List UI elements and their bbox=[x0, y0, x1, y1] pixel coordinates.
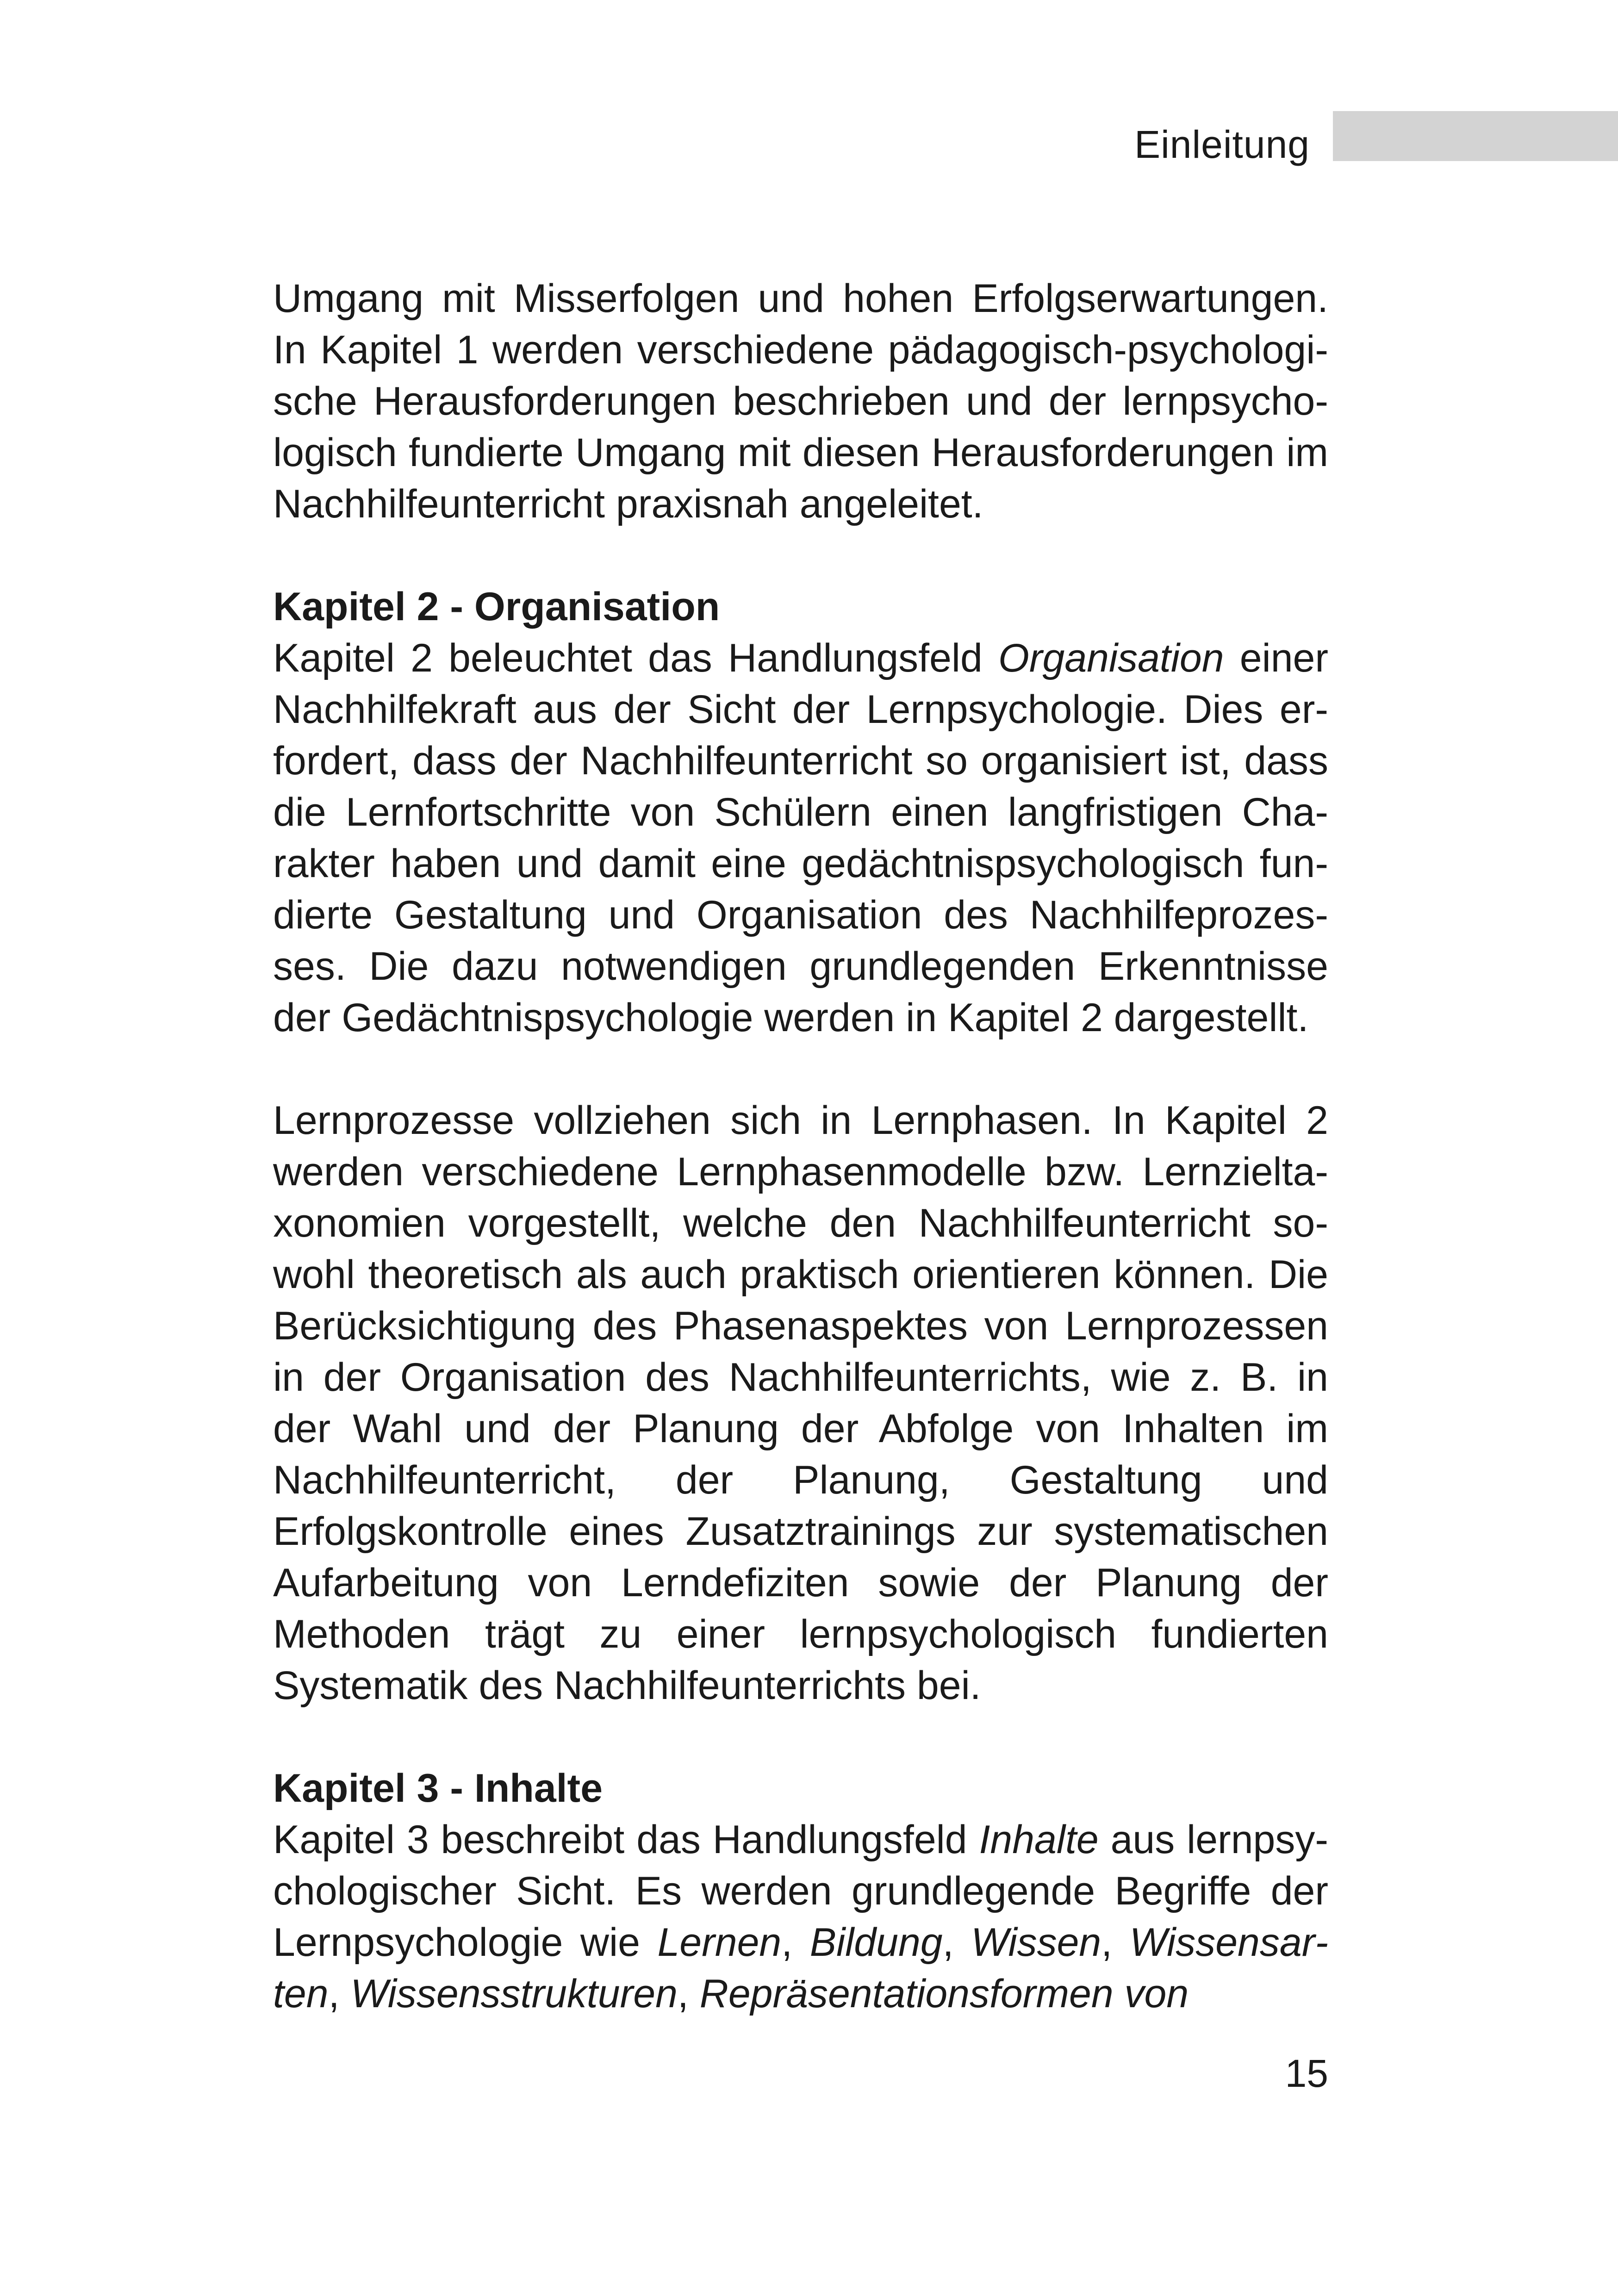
emphasis-term: Repräsentationsformen von bbox=[699, 1972, 1189, 2016]
running-header-title: Einleitung bbox=[1134, 123, 1310, 166]
text-run: , bbox=[781, 1920, 810, 1965]
emphasis-term: Wissen bbox=[971, 1920, 1101, 1965]
text-run: , bbox=[677, 1972, 700, 2016]
text-run: einer Nachhilfekraft aus der Sicht der Lernpsychologie. Dies erfordert, dass der Nachhilfeunterricht so organisiert ist, dass die Lernfortschritte von Schülern einen langfristigen Charakter haben und damit eine gedächtnispsychologisch fundierte Gestaltung und Organisation des Nachhilfeprozesses. Die dazu notwendigen grundlegenden Erkenntnisse der Gedächtnispsychologie werden in Kapitel 2 dargestellt. bbox=[273, 636, 1328, 1040]
emphasis-term: Bildung bbox=[809, 1920, 943, 1965]
emphasis-term: Wissensarten bbox=[273, 1920, 1328, 2016]
paragraph-inhalte-intro bbox=[273, 1814, 1328, 2020]
text-run: Kapitel 2 beleuchtet das Handlungsfeld bbox=[273, 636, 998, 680]
text-run: aus lernpsychologischer Sicht. Es werden grundlegende Begriffe der Lernpsychologie wie bbox=[273, 1817, 1328, 1965]
section-heading-inhalte: Kapitel 3 - Inhalte bbox=[273, 1766, 603, 1811]
paragraph-lernphasen: Lernprozesse vollziehen sich in Lernphasen. In Kapitel 2 werden verschiedene Lernphasenmodelle bzw. Lernzieltaxonomien vorgestellt, welche den Nachhilfeunterricht sowohl theoretisch als auch praktisch orientieren können. Die Berücksichtigung des Phasenaspektes von Lernprozessen in der Organisation des Nachhilfeunterrichts, wie z. B. in der Wahl und der Planung der Abfolge von Inhalten im Nachhilfeunterricht, der Planung, Gestaltung und Erfolgskontrolle eines Zusatztrainings zur systematischen Aufarbeitung von Lerndefiziten sowie der Planung der Methoden trägt zu einer lernpsychologisch fundierten Systematik des Nachhilfeunterrichts bei. bbox=[273, 1098, 1328, 1708]
emphasis-term: Wissensstrukturen bbox=[350, 1972, 678, 2016]
page-body bbox=[273, 273, 1328, 2020]
emphasis-term: Lernen bbox=[657, 1920, 782, 1965]
page-number: 15 bbox=[1285, 2052, 1328, 2095]
section-heading-organisation: Kapitel 2 - Organisation bbox=[273, 585, 720, 629]
emphasis-term: Organisation bbox=[998, 636, 1224, 680]
header-tab-marker bbox=[1333, 111, 1618, 161]
emphasis-term: Inhalte bbox=[979, 1817, 1099, 1862]
text-run: Kapitel 3 beschreibt das Handlungsfeld bbox=[273, 1817, 979, 1862]
text-run: , bbox=[328, 1972, 351, 2016]
paragraph-organisation-intro bbox=[273, 633, 1328, 1044]
paragraph-intro: Umgang mit Misserfolgen und hohen Erfolgserwartungen. In Kapitel 1 werden verschiedene pädagogisch-psychologische Herausforderungen beschrieben und der lernpsychologisch fundierte Umgang mit diesen Herausforderungen im Nachhilfeunterricht praxisnah angeleitet. bbox=[273, 276, 1328, 526]
text-run: , bbox=[942, 1920, 971, 1965]
text-run: , bbox=[1101, 1920, 1130, 1965]
